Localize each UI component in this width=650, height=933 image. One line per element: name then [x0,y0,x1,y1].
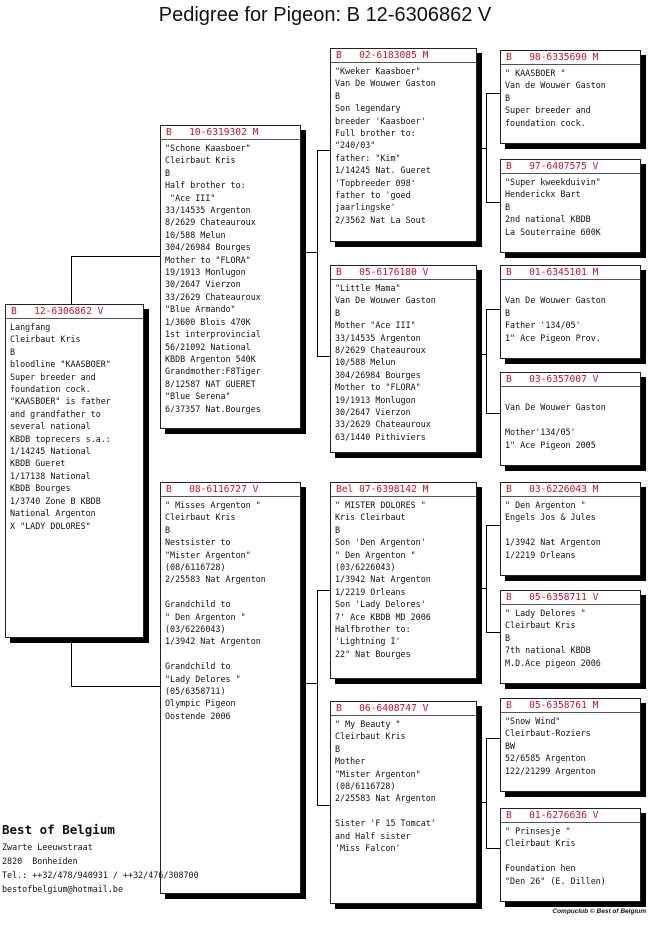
detail-line: KBDB toprecers s.a.: [10,433,111,444]
connector-line [486,525,487,633]
detail-line [505,389,636,401]
detail-line: 2nd national KBDB [505,214,591,225]
ring-number: B 98-6335690 M [501,51,640,65]
detail-line: 304/26984 Bourges [335,369,421,380]
connector-line [486,848,501,849]
detail-line: Cleirbaut Kris [335,731,406,742]
pigeon-details [331,497,476,660]
detail-line: 2/25583 Nat Argenton [165,574,266,585]
detail-line: KBDB Argenton 540K [165,353,256,364]
detail-line: 1/3600 Blois 470K [165,316,251,327]
ring-number: B 97-6407575 V [501,160,640,174]
pigeon-details [501,65,640,129]
detail-line: 22" Nat Bourges [335,648,411,659]
detail-line: Mother "Ace III" [335,320,416,331]
ring-number: B 10-6319302 M [161,126,300,140]
detail-line: "Super kweekduivin" [505,177,601,187]
detail-line: 52/6585 Argenton [505,753,586,764]
detail-line: Van De Wouwer Gaston [505,295,606,306]
detail-line: "Blue Serena" [165,391,231,402]
detail-line: B [10,346,16,357]
connector-line [317,590,318,806]
detail-line: Engels Jos & Jules [505,512,596,523]
detail-line: 7th national KBDB [505,645,591,656]
detail-line: 10/588 Melun [335,357,396,368]
detail-line: Mother'134/05' [505,427,576,438]
detail-line: B [335,307,341,318]
ring-number: B 05-6358711 V [501,591,640,605]
pigeon-card-sds[interactable] [500,265,641,359]
detail-line: Mother to "FLORA" [335,382,421,393]
connector-line [476,354,486,355]
detail-line: Cleirbaut Kris [10,334,81,345]
pigeon-details [501,823,640,887]
detail-line: 1/14245 Nat. Gueret [335,165,431,176]
detail-line: BW [505,740,516,751]
detail-line: Henderickx Bart [505,189,581,200]
detail-line: KBDB Bourges [10,483,71,494]
pigeon-card-dss[interactable] [500,482,641,576]
ring-number: B 08-6116727 V [161,483,300,497]
pigeon-card-ddd[interactable] [500,808,641,902]
detail-line: "Lady Delores " [165,673,241,684]
detail-line: Foundation hen [505,863,576,874]
connector-line [317,356,331,357]
pigeon-details [501,280,640,344]
detail-line: " KAASBOER " [505,68,566,78]
breeder-name: Best of Belgium [2,822,115,837]
pigeon-details [501,497,640,561]
detail-line: (03/6226043) [335,562,396,573]
detail-line: 1/3942 Nat Argenton [505,537,601,548]
detail-line: B [505,307,511,318]
detail-line: father to 'goed [335,190,411,201]
detail-line: 1/17138 National [10,470,91,481]
pigeon-details [501,605,640,669]
detail-line: "240/03" [335,140,376,151]
detail-line: Grandchild to [165,661,231,672]
detail-line: 8/2629 Chateauroux [335,345,426,356]
pigeon-card-ssd[interactable] [500,159,641,253]
detail-line: 30/2647 Vierzon [335,407,411,418]
connector-line [486,413,501,414]
detail-line: " MISTER DOLORES " [335,500,426,510]
detail-line: 33/2629 Chateauroux [165,291,261,302]
connector-line [317,150,318,357]
ring-number: B 12-6306862 V [6,305,143,319]
detail-line: Sister 'F 15 Tomcat' [335,818,436,829]
detail-line: and Half sister [335,830,411,841]
detail-line: 7' Ace KBDB MD 2006 [335,611,431,622]
detail-line: and grandfather to [10,408,101,419]
connector-line [486,309,501,310]
detail-line: breeder 'Kaasboer' [335,115,426,126]
detail-line: several national [10,421,91,432]
detail-line [165,586,296,598]
detail-line: Nestsister to [165,537,231,548]
pigeon-details [331,63,476,226]
detail-line: " My Beauty " [335,719,401,729]
detail-line: X "LADY DOLORES" [10,520,91,531]
detail-line: B [505,632,511,643]
detail-line [505,524,636,536]
breeder-phone: Tel.: ++32/478/940931 / ++32/476/308700 [2,870,199,880]
connector-line [300,683,317,684]
pigeon-card-dam-dam[interactable] [330,701,477,904]
detail-line [335,805,472,817]
connector-line [486,632,501,633]
pigeon-card-subject[interactable] [5,304,144,638]
detail-line: 1/2219 Orleans [335,586,406,597]
detail-line: 1" Ace Pigeon Prov. [505,332,601,343]
detail-line: 33/14535 Argenton [165,205,251,216]
detail-line: B [505,201,511,212]
detail-line: B [335,524,341,535]
connector-line [317,805,331,806]
detail-line: Son legendary [335,103,401,114]
detail-line: 2/3562 Nat La Sout [335,214,426,225]
connector-line [486,738,501,739]
detail-line: B [165,524,171,535]
detail-line: 1/3942 Nat Argenton [335,574,431,585]
detail-line: "KAASBOER" is father [10,396,111,407]
detail-line: Van De Wouwer Gaston [335,78,436,89]
pigeon-details [501,174,640,238]
detail-line: Son 'Den Argenton' [335,537,426,548]
pigeon-details [501,387,640,451]
breeder-email[interactable]: bestofbelgium@hotmail.be [2,884,124,894]
connector-line [300,252,317,253]
detail-line: (03/6226043) [165,624,226,635]
detail-line: (08/6116728) [335,781,396,792]
detail-line: Mother to "FLORA" [165,254,251,265]
detail-line: 33/2629 Chateauroux [335,419,431,430]
detail-line: B [335,743,341,754]
detail-line: Mother [335,756,366,767]
detail-line: 8/2629 Chateauroux [165,217,256,228]
detail-line: Son 'Lady Delores' [335,599,426,610]
page-title: Pedigree for Pigeon: B 12-6306862 V [158,4,492,26]
detail-line: 122/21299 Argenton [505,765,596,776]
detail-line [505,282,636,294]
detail-line: jaarlingske' [335,202,396,213]
pigeon-card-sire-sire[interactable] [330,48,477,242]
pigeon-details [501,713,640,777]
detail-line: Grandchild to [165,599,231,610]
detail-line [505,414,636,426]
detail-line: Super breeder and [505,105,591,116]
detail-line: Cleirbaut-Roziers [505,728,591,739]
detail-line: 1" Ace Pigeon 2005 [505,439,596,450]
ring-number: B 01-6345101 M [501,266,640,280]
detail-line: "Mister Argenton" [335,768,421,779]
detail-line: (05/6358711) [165,686,226,697]
detail-line: " Den Argenton " [505,500,586,510]
detail-line: 10/588 Melun [165,229,226,240]
detail-line: 8/12587 NAT GUERET [165,378,256,389]
detail-line: 56/21092 National [165,341,251,352]
connector-line [71,686,162,687]
pigeon-details [331,716,476,854]
pigeon-card-dds[interactable] [500,698,641,792]
detail-line: National Argenton [10,508,96,519]
detail-line [165,648,296,660]
breeder-city: 2820 Bonheiden [2,856,78,866]
detail-line: "Ace III" [165,192,216,203]
ring-number: B 06-6408747 V [331,702,476,716]
pigeon-details [161,497,300,722]
connector-line [486,525,501,526]
connector-line [476,588,486,589]
detail-line: 'Lightning I' [335,636,401,647]
pigeon-details [161,140,300,415]
ring-number: B 01-6276636 V [501,809,640,823]
connector-line [486,93,487,203]
pigeon-card-sire-dam[interactable] [330,265,477,453]
detail-line: 19/1913 Monlugon [335,394,416,405]
detail-line: 'Topbreeder 098' [335,177,416,188]
detail-line: Half brother to: [165,180,246,191]
detail-line: 2/25583 Nat Argenton [335,793,436,804]
credit-text: Compuclub © Best of Belgium [552,908,646,915]
detail-line: Cleirbaut Kris [165,512,236,523]
detail-line: Olympic Pigeon [165,698,236,709]
detail-line: " Den Argenton " [335,549,416,560]
detail-line: father: "Kim" [335,152,401,163]
detail-line: (08/6116728) [165,562,226,573]
detail-line: 1/3740 Zone B KBDB [10,495,101,506]
detail-line: B [165,167,171,178]
pigeon-card-dsd[interactable] [500,590,641,684]
detail-line: "Schone Kaasboer" [165,143,251,153]
pigeon-details [331,280,476,443]
detail-line: Oostende 2006 [165,710,231,721]
breeder-street: Zwarte Leeuwstraat [2,842,93,852]
connector-line [317,590,331,591]
ring-number: B 05-6176180 V [331,266,476,280]
detail-line: Father '134/05' [505,320,581,331]
detail-line: Grandmother:F8Tiger [165,366,261,377]
connector-line [486,202,501,203]
detail-line: "Kweker Kaasboer" [335,66,421,76]
detail-line: Kris Cleirbaut [335,512,406,523]
detail-line: 304/26984 Bourges [165,242,251,253]
detail-line: Langfang [10,322,51,332]
connector-line [317,150,331,151]
detail-line: Super breeder and [10,371,96,382]
detail-line: 30/2647 Vierzon [165,279,241,290]
ring-number: B 03-6357007 V [501,373,640,387]
detail-line: 1/2219 Orleans [505,549,576,560]
detail-line: M.D.Ace pigeon 2006 [505,657,601,668]
pigeon-details [6,319,143,532]
connector-line [476,148,486,149]
detail-line: 1/14245 National [10,446,91,457]
detail-line: 1/3942 Nat Argenton [165,636,261,647]
pigeon-card-sss[interactable] [500,50,641,144]
detail-line: foundation cock. [505,117,586,128]
pigeon-card-dam[interactable] [160,482,301,894]
detail-line: " Prinsesje " [505,826,571,836]
ring-number: B 03-6226043 M [501,483,640,497]
connector-line [486,309,487,414]
connector-line [486,93,501,94]
detail-line: 19/1913 Monlugon [165,267,246,278]
detail-line: " Lady Delores " [505,608,586,618]
detail-line: B [335,90,341,101]
connector-line [476,802,486,803]
connector-line [486,738,487,849]
ring-number: B 02-6183085 M [331,49,476,63]
detail-line: "Little Mama" [335,283,401,293]
detail-line: "Den 26" (E. Dillen) [505,875,606,886]
detail-line: Cleirbaut Kris [505,838,576,849]
connector-line [71,256,162,257]
detail-line: Halfbrother to: [335,624,411,635]
pigeon-card-sdd[interactable] [500,372,641,466]
detail-line: Van De Wouwer Gaston [335,295,436,306]
detail-line: 6/37357 Nat.Bourges [165,403,261,414]
detail-line: Cleirbaut Kris [165,155,236,166]
detail-line: "Mister Argenton" [165,549,251,560]
detail-line: Van de Wouwer Gaston [505,80,606,91]
detail-line: Cleirbaut Kris [505,620,576,631]
detail-line: bloodline "KAASBOER" [10,359,111,370]
detail-line: Full brother to: [335,128,416,139]
detail-line: "Snow Wind" [505,716,561,726]
detail-line [505,850,636,862]
detail-line: 'Miss Falcon' [335,843,401,854]
detail-line: foundation cock. [10,384,91,395]
detail-line: La Souterraine 600K [505,226,601,237]
ring-number: Bel 07-6398142 M [331,483,476,497]
detail-line: 63/1440 Pithiviers [335,431,426,442]
detail-line: 1st interprovincial [165,329,261,340]
detail-line: Van De Wouwer Gaston [505,402,606,413]
detail-line: " Misses Argenton " [165,500,261,510]
pigeon-card-sire[interactable] [160,125,301,429]
detail-line: "Blue Armando" [165,304,236,315]
detail-line: 33/14535 Argenton [335,332,421,343]
detail-line: KBDB Gueret [10,458,66,469]
ring-number: B 05-6358761 M [501,699,640,713]
detail-line: B [505,92,511,103]
detail-line: " Den Argenton " [165,611,246,622]
pigeon-card-dam-sire[interactable] [330,482,477,679]
